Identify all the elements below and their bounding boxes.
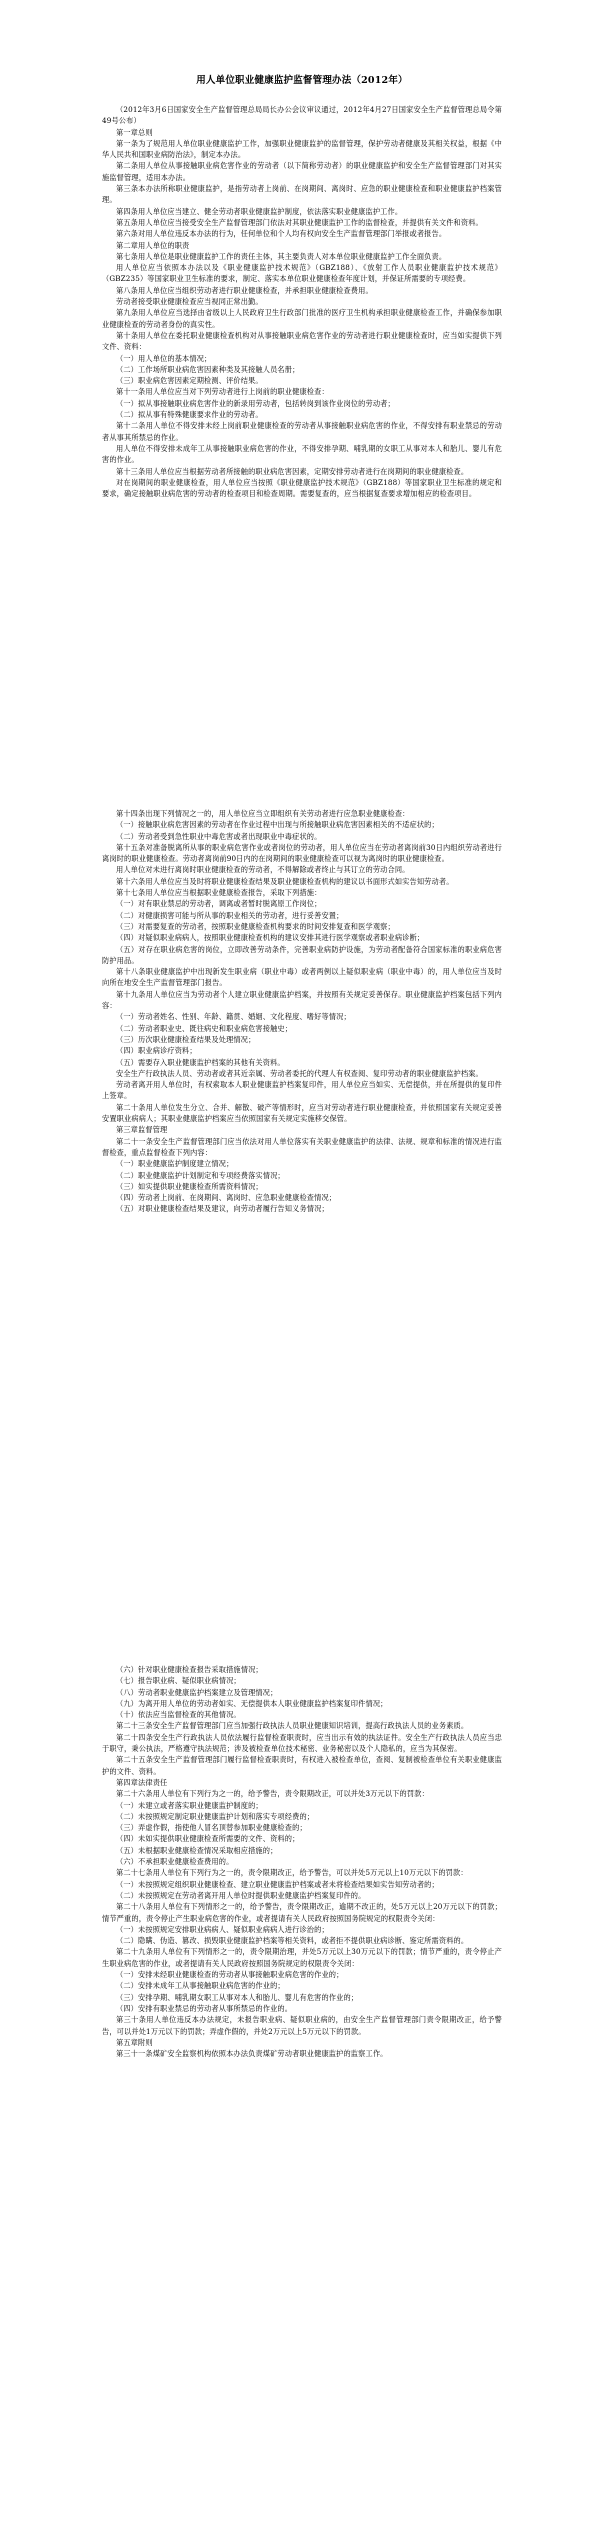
paragraph: （二）未按照规定制定职业健康监护计划和落实专项经费的； bbox=[116, 1811, 315, 1821]
paragraph: 用人单位对未进行离岗时职业健康检查的劳动者，不得解除或者终止与其订立的劳动合同。 bbox=[116, 865, 410, 875]
paragraph: （一）拟从事接触职业病危害作业的新录用劳动者，包括转岗到该作业岗位的劳动者； bbox=[116, 398, 395, 408]
paragraph: （五）未根据职业健康检查情况采取相应措施的； bbox=[116, 1845, 278, 1855]
paragraph: （一）接触职业病危害因素的劳动者在作业过程中出现与所接触职业病危害因素相关的不适症状的； bbox=[116, 820, 439, 830]
page-3-body bbox=[102, 1664, 502, 2059]
paragraph: 第十五条对准备脱离所从事的职业病危害作业或者岗位的劳动者，用人单位应当在劳动者离岗前30日内组织劳动者进行离岗时的职业健康检查。劳动者离岗前90日内的在岗期间的职业健康检查可以视为离岗时的职业健康检查。 bbox=[102, 842, 502, 864]
paragraph: 第二章用人单位的职责 bbox=[116, 240, 190, 250]
paragraph: （二）劳动者受到急性职业中毒危害或者出现职业中毒症状的。 bbox=[116, 831, 322, 841]
paragraph: （一）职业健康监护制度建立情况； bbox=[116, 1159, 234, 1169]
paragraph: （七）报告职业病、疑似职业病情况； bbox=[116, 1676, 241, 1686]
paragraph: （五）需要存入职业健康监护档案的其他有关资料。 bbox=[116, 1057, 285, 1067]
paragraph: （二）隐瞒、伪造、篡改、损毁职业健康监护档案等相关资料，或者拒不提供职业病诊断、鉴定所需资料的。 bbox=[116, 1936, 469, 1946]
paragraph: （六）不承担职业健康检查费用的。 bbox=[116, 1857, 234, 1867]
paragraph: （一）未建立或者落实职业健康监护制度的； bbox=[116, 1800, 263, 1810]
page-1-body bbox=[102, 104, 502, 499]
page-2-body bbox=[102, 808, 502, 1215]
paragraph: 第七条用人单位是职业健康监护工作的责任主体，其主要负责人对本单位职业健康监护工作全面负责。 bbox=[116, 251, 447, 261]
paragraph: （四）职业病诊疗资料； bbox=[116, 1046, 197, 1056]
paragraph: 第五条用人单位应当接受安全生产监督管理部门依法对其职业健康监护工作的监督检查，并提供有关文件和资料。 bbox=[116, 217, 483, 227]
paragraph: 第十八条职业健康监护中出现新发生职业病（职业中毒）或者两例以上疑似职业病（职业中毒）的，用人单位应当及时向所在地安全生产监督管理部门报告。 bbox=[102, 967, 502, 988]
paragraph: （十）依法应当监督检查的其他情况。 bbox=[116, 1710, 241, 1720]
paragraph: （一）未按照规定组织职业健康检查、建立职业健康监护档案或者未将检查结果如实告知劳动者的； bbox=[116, 1879, 439, 1889]
paragraph: 第十三条用人单位应当根据劳动者所接触的职业病危害因素，定期安排劳动者进行在岗期间的职业健康检查。 bbox=[116, 466, 469, 476]
paragraph: （六）针对职业健康检查报告采取措施情况； bbox=[116, 1665, 263, 1674]
paragraph: 第二十四条安全生产行政执法人员依法履行监督检查职责时，应当出示有效的执法证件。安全生产行政执法人员应当忠于职守，秉公执法，严格遵守执法规范；涉及被检查单位技术秘密、业务秘密以及个人隐私的，应当为其保密。 bbox=[102, 1732, 502, 1754]
paragraph: （四）未如实提供职业健康检查所需要的文件、资料的； bbox=[116, 1834, 300, 1844]
paragraph: 第二十六条用人单位有下列行为之一的，给予警告，责令限期改正，可以并处3万元以下的罚款： bbox=[116, 1789, 429, 1799]
paragraph: （二）安排未成年工从事接触职业病危害的作业的； bbox=[116, 1981, 285, 1991]
paragraph: 安全生产行政执法人员、劳动者或者其近亲属、劳动者委托的代理人有权查阅、复印劳动者的职业健康监护档案。 bbox=[116, 1068, 483, 1078]
document-page-3 bbox=[102, 1664, 502, 2059]
paragraph: 第一条为了规范用人单位职业健康监护工作，加强职业健康监护的监督管理，保护劳动者健康及其相关权益，根据《中华人民共和国职业病防治法》，制定本办法。 bbox=[102, 138, 502, 160]
paragraph: 第二条用人单位从事接触职业病危害作业的劳动者（以下简称劳动者）的职业健康监护和安全生产监督管理部门对其实施监督管理，适用本办法。 bbox=[102, 161, 502, 182]
paragraph: （四）对疑似职业病病人，按照职业健康检查机构的建议安排其进行医学观察或者职业病诊断； bbox=[116, 933, 425, 943]
paragraph: 第二十九条用人单位有下列情形之一的，责令限期治理，并处5万元以上30万元以下的罚款；情节严重的，责令停止产生职业病危害的作业，或者提请有关人民政府按照国务院规定的权限责令关闭： bbox=[102, 1947, 502, 1968]
paragraph: 劳动者接受职业健康检查应当视同正常出勤。 bbox=[116, 297, 263, 307]
document-page-1 bbox=[102, 72, 502, 499]
paragraph: 第十一条用人单位应当对下列劳动者进行上岗前的职业健康检查： bbox=[116, 387, 329, 397]
paragraph: 第二十一条安全生产监督管理部门应当依法对用人单位落实有关职业健康监护的法律、法规、规章和标准的情况进行监督检查，重点监督检查下列内容： bbox=[102, 1136, 502, 1157]
paragraph: 用人单位不得安排未成年工从事接触职业病危害的作业，不得安排孕期、哺乳期的女职工从事对本人和胎儿、婴儿有危害的作业。 bbox=[102, 443, 502, 465]
paragraph: 第十四条出现下列情况之一的，用人单位应当立即组织有关劳动者进行应急职业健康检查： bbox=[116, 809, 410, 818]
document-page-2 bbox=[102, 808, 502, 1215]
paragraph: 第二十条用人单位发生分立、合并、解散、破产等情形时，应当对劳动者进行职业健康检查，并依照国家有关规定妥善安置职业病病人；其职业健康监护档案应当依照国家有关规定实施移交保管。 bbox=[102, 1102, 502, 1124]
paragraph: （二）劳动者职业史、既往病史和职业病危害接触史； bbox=[116, 1023, 293, 1033]
paragraph: 第四章法律责任 bbox=[116, 1777, 168, 1787]
paragraph: 用人单位应当依照本办法以及《职业健康监护技术规范》（GBZ188）、《放射工作人员职业健康监护技术规范》（GBZ235）等国家职业卫生标准的要求，制定、落实本单位职业健康检查年度计划，并保证所需要的专项经费。 bbox=[102, 263, 502, 284]
paragraph: （三）安排孕期、哺乳期女职工从事对本人和胎儿、婴儿有危害的作业的； bbox=[116, 1992, 359, 2002]
paragraph: 第三十一条煤矿安全监察机构依照本办法负责煤矿劳动者职业健康监护的监察工作。 bbox=[116, 2049, 388, 2059]
paragraph: （二）对健康损害可能与所从事的职业相关的劳动者，进行妥善安置； bbox=[116, 910, 344, 920]
paragraph: 第六条对用人单位违反本办法的行为，任何单位和个人均有权向安全生产监督管理部门举报或者报告。 bbox=[116, 229, 447, 239]
paragraph: （一）未按照规定安排职业病病人、疑似职业病病人进行诊治的； bbox=[116, 1924, 329, 1934]
paragraph: 第二十五条安全生产监督管理部门履行监督检查职责时，有权进入被检查单位，查阅、复制被检查单位有关职业健康监护的文件、资料。 bbox=[102, 1755, 502, 1776]
paragraph: 第二十七条用人单位有下列行为之一的，责令限期改正，给予警告，可以并处5万元以上10万元以下的罚款： bbox=[116, 1868, 468, 1878]
paragraph: 第十九条用人单位应当为劳动者个人建立职业健康监护档案，并按照有关规定妥善保存。职业健康监护档案包括下列内容： bbox=[102, 989, 502, 1011]
paragraph: 劳动者离开用人单位时，有权索取本人职业健康监护档案复印件，用人单位应当如实、无偿提供，并在所提供的复印件上签章。 bbox=[102, 1080, 502, 1101]
paragraph: （四）劳动者上岗前、在岗期间、离岗时、应急职业健康检查情况； bbox=[116, 1193, 337, 1203]
paragraph: 第三十条用人单位违反本办法规定，未报告职业病、疑似职业病的，由安全生产监督管理部门责令限期改正，给予警告，可以并处1万元以下的罚款；弄虚作假的，并处2万元以上5万元以下的罚款。 bbox=[102, 2015, 502, 2036]
document-title: 用人单位职业健康监护监督管理办法（2012年） bbox=[196, 75, 408, 86]
paragraph: （九）为离开用人单位的劳动者如实、无偿提供本人职业健康监护档案复印件情况； bbox=[116, 1698, 388, 1708]
paragraph: （三）如实提供职业健康检查所需资料情况； bbox=[116, 1181, 263, 1191]
paragraph: 第一章总则 bbox=[116, 127, 153, 137]
paragraph: （三）对需要复查的劳动者，按照职业健康检查机构要求的时间安排复查和医学观察； bbox=[116, 921, 395, 931]
paragraph: 第三条本办法所称职业健康监护，是指劳动者上岗前、在岗期间、离岗时、应急的职业健康检查和职业健康监护档案管理。 bbox=[102, 184, 502, 205]
paragraph: 第九条用人单位应当选择由省级以上人民政府卫生行政部门批准的医疗卫生机构承担职业健康检查工作，并确保参加职业健康检查的劳动者身份的真实性。 bbox=[102, 308, 502, 329]
paragraph: （三）职业病危害因素定期检测、评价结果。 bbox=[116, 376, 263, 386]
paragraph: 第十六条用人单位应当及时将职业健康检查结果及职业健康检查机构的建议以书面形式如实告知劳动者。 bbox=[116, 876, 454, 886]
paragraph: （五）对职业健康检查结果及建议，向劳动者履行告知义务情况； bbox=[116, 1204, 329, 1214]
paragraph: （四）安排有职业禁忌的劳动者从事所禁忌的作业的。 bbox=[116, 2003, 293, 2013]
paragraph: （二）工作场所职业病危害因素种类及其接触人员名册； bbox=[116, 364, 300, 374]
paragraph: 第三章监督管理 bbox=[116, 1125, 168, 1135]
paragraph: （二）职业健康监护计划制定和专项经费落实情况； bbox=[116, 1170, 285, 1180]
paragraph: 第二十三条安全生产监督管理部门应当加强行政执法人员职业健康知识培训，提高行政执法人员的业务素质。 bbox=[116, 1721, 469, 1731]
paragraph: （一）安排未经职业健康检查的劳动者从事接触职业病危害的作业的； bbox=[116, 1970, 344, 1980]
paragraph: （2012年3月6日国家安全生产监督管理总局局长办公会议审议通过，2012年4月27日国家安全生产监督管理总局令第49号公布） bbox=[102, 105, 502, 126]
paragraph: （三）弄虚作假，指使他人冒名顶替参加职业健康检查的； bbox=[116, 1823, 307, 1833]
paragraph: （三）历次职业健康检查结果及处理情况； bbox=[116, 1034, 256, 1044]
paragraph: （一）劳动者姓名、性别、年龄、籍贯、婚姻、文化程度、嗜好等情况； bbox=[116, 1012, 351, 1022]
paragraph: 第八条用人单位应当组织劳动者进行职业健康检查，并承担职业健康检查费用。 bbox=[116, 285, 373, 295]
paragraph: （一）对有职业禁忌的劳动者，调离或者暂时脱离原工作岗位； bbox=[116, 899, 322, 909]
paragraph: 第四条用人单位应当建立、健全劳动者职业健康监护制度，依法落实职业健康监护工作。 bbox=[116, 206, 403, 216]
paragraph: 第十七条用人单位应当根据职业健康检查报告，采取下列措施： bbox=[116, 888, 322, 898]
paragraph: （五）对存在职业病危害的岗位，立即改善劳动条件，完善职业病防护设施，为劳动者配备符合国家标准的职业病危害防护用品。 bbox=[102, 944, 502, 965]
paragraph: 第五章附则 bbox=[116, 2037, 153, 2047]
paragraph: （一）用人单位的基本情况； bbox=[116, 353, 212, 363]
paragraph: （二）未按照规定在劳动者离开用人单位时提供职业健康监护档案复印件的。 bbox=[116, 1890, 366, 1900]
paragraph: （八）劳动者职业健康监护档案建立及管理情况； bbox=[116, 1687, 278, 1697]
paragraph: 第十二条用人单位不得安排未经上岗前职业健康检查的劳动者从事接触职业病危害的作业，不得安排有职业禁忌的劳动者从事其所禁忌的作业。 bbox=[102, 421, 502, 442]
paragraph: 对在岗期间的职业健康检查，用人单位应当按照《职业健康监护技术规范》（GBZ188）等国家职业卫生标准的规定和要求，确定接触职业病危害的劳动者的检查项目和检查周期。需要复查的，应当根据复查要求增加相应的检查项目。 bbox=[102, 477, 502, 499]
paragraph: 第二十八条用人单位有下列情形之一的，给予警告，责令限期改正，逾期不改正的，处5万元以上20万元以下的罚款；情节严重的，责令停止产生职业病危害的作业，或者提请有关人民政府按照国务院规定的权限责令关闭： bbox=[102, 1902, 502, 1923]
paragraph: （二）拟从事有特殊健康要求作业的劳动者。 bbox=[116, 410, 263, 420]
paragraph: 第十条用人单位在委托职业健康检查机构对从事接触职业病危害作业的劳动者进行职业健康检查时，应当如实提供下列文件、资料： bbox=[102, 330, 502, 352]
